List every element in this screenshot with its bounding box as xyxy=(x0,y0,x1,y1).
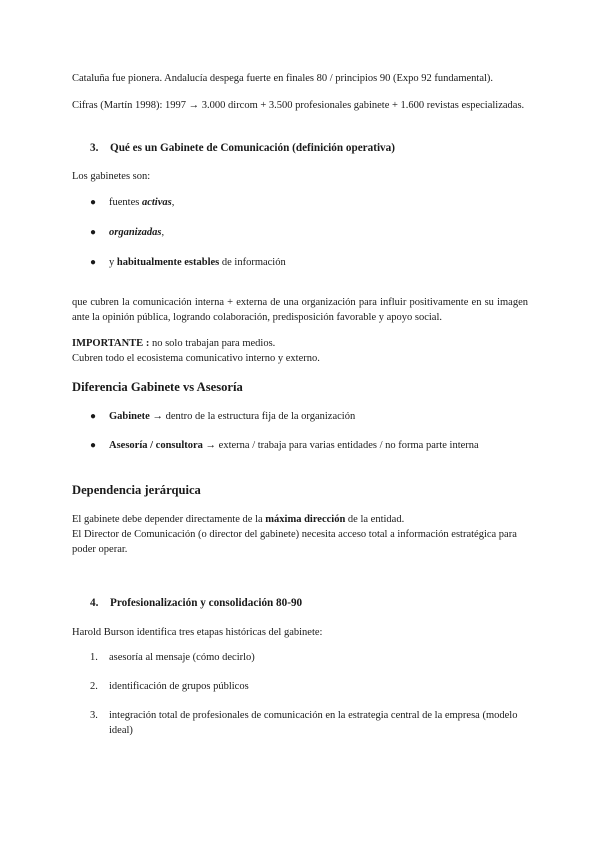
section-3-heading: 3. Qué es un Gabinete de Comunicación (definición operativa) xyxy=(90,142,395,154)
list-item: 2. identificación de grupos públicos xyxy=(90,681,249,692)
list-item: 1. asesoría al mensaje (cómo decirlo) xyxy=(90,652,255,663)
section-4-lead: Harold Burson identifica tres etapas históricas del gabinete: xyxy=(72,627,323,638)
bullet-icon: ● xyxy=(90,411,97,422)
bullet-icon: ● xyxy=(90,227,97,238)
list-item: ● Gabinete → dentro de la estructura fija de la organización xyxy=(90,411,356,422)
bullet-icon: ● xyxy=(90,257,97,268)
section-3-lead: Los gabinetes son: xyxy=(72,171,151,182)
intro-paragraph: Cataluña fue pionera. Andalucía despega fuerte en finales 80 / principios 90 (Expo 92 fundamental). xyxy=(72,73,494,84)
list-item: ● fuentes activas, xyxy=(90,197,175,208)
list-item: ● y habitualmente estables de información xyxy=(90,257,286,268)
definition-paragraph: que cubren la comunicación interna + externa de una organización para influir positivamente en su imagen ante la opinión pública, logrando colaboración, predisposición favorable y apoyo social. xyxy=(72,297,528,323)
bullet-icon: ● xyxy=(90,197,97,208)
diferencia-heading: Diferencia Gabinete vs Asesoría xyxy=(72,380,243,394)
section-4-heading: 4. Profesionalización y consolidación 80-90 xyxy=(90,597,303,609)
cifras-paragraph: Cifras (Martín 1998): 1997 → 3.000 dircom + 3.500 profesionales gabinete + 1.600 revistas especializadas. xyxy=(72,100,525,111)
dependencia-heading: Dependencia jerárquica xyxy=(72,483,201,497)
bullet-icon: ● xyxy=(90,440,97,451)
list-item: ● Asesoría / consultora → externa / trabaja para varias entidades / no forma parte interna xyxy=(90,440,479,451)
list-item: 3. integración total de profesionales de comunicación en la estrategia central de la empresa (modelo ideal) xyxy=(90,710,518,736)
list-item: ● organizadas, xyxy=(90,227,165,238)
dependencia-paragraph: El gabinete debe depender directamente de la máxima dirección de la entidad. El Director de Comunicación (o director del gabinete) necesita acceso total a información estratégica para poder operar. xyxy=(72,514,517,555)
important-note: IMPORTANTE : no solo trabajan para medios. Cubren todo el ecosistema comunicativo interno y externo. xyxy=(72,338,320,364)
